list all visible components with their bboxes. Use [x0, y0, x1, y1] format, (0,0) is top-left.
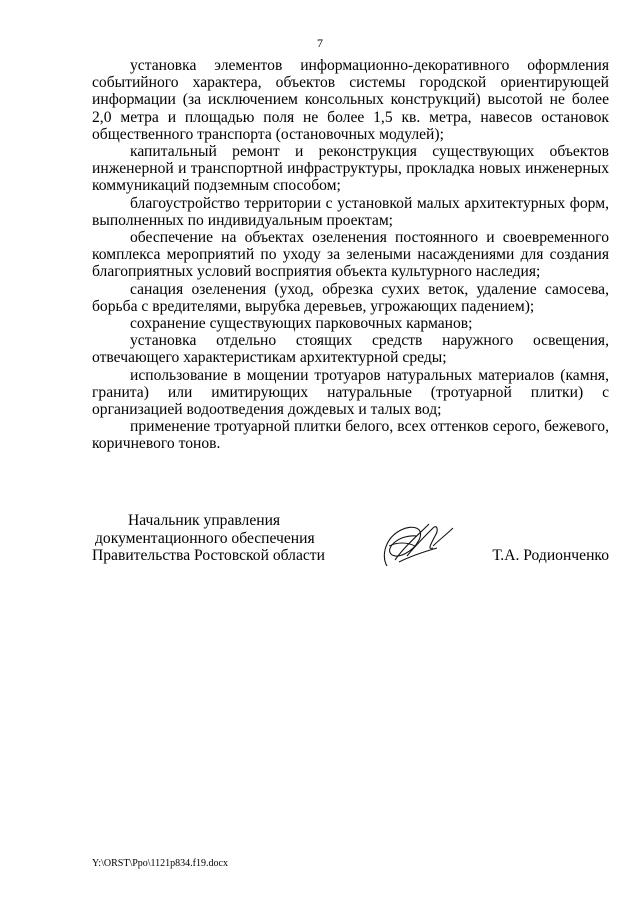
- signer-title-line: Начальник управления: [128, 512, 281, 529]
- signer-title: [92, 512, 332, 565]
- signer-title-line: Правительства Ростовской области: [92, 547, 325, 564]
- list-item: применение тротуарной плитки белого, всех оттенков серого, бежевого, коричневого тонов.: [92, 418, 609, 453]
- list-item: использование в мощении тротуаров натуральных материалов (камня, гранита) или имитирующих натуральные (тротуарной плитки) с организацией водоотведения дождевых и талых вод;: [92, 366, 609, 419]
- signer-name: Т.А. Родионченко: [492, 547, 609, 564]
- document-body: [92, 57, 609, 453]
- list-item: установка отдельно стоящих средств наружного освещения, отвечающего характеристикам архитектурной среды;: [92, 332, 609, 367]
- signature-block: [92, 512, 609, 572]
- file-path-footer: Y:\ORST\Ppo\1121p834.f19.docx: [92, 858, 228, 869]
- list-item: установка элементов информационно-декоративного оформления событийного характера, объектов системы городской ориентирующей информации (за исключением консольных конструкций) высотой не более 2,0 метра и площадью поля не более 1,5 кв. метра, навесов остановок общественного транспорта (остановочных модулей);: [92, 57, 609, 143]
- list-item: обеспечение на объектах озеленения постоянного и своевременного комплекса мероприятий по уходу за зелеными насаждениями для создания благоприятных условий восприятия объекта культурного наследия;: [92, 229, 609, 281]
- signer-title-line: документационного обеспечения: [95, 529, 315, 547]
- list-item: санация озеленения (уход, обрезка сухих веток, удаление самосева, борьба с вредителями, вырубка деревьев, угрожающих падением);: [92, 280, 609, 315]
- page-number: 7: [317, 36, 323, 50]
- list-item: капитальный ремонт и реконструкция существующих объектов инженерной и транспортной инфраструктуры, прокладка новых инженерных коммуникаций подземным способом;: [92, 143, 609, 195]
- handwritten-signature: [377, 516, 457, 574]
- list-item: сохранение существующих парковочных карманов;: [130, 315, 473, 333]
- list-item: благоустройство территории с установкой малых архитектурных форм, выполненных по индивидуальным проектам;: [92, 194, 609, 229]
